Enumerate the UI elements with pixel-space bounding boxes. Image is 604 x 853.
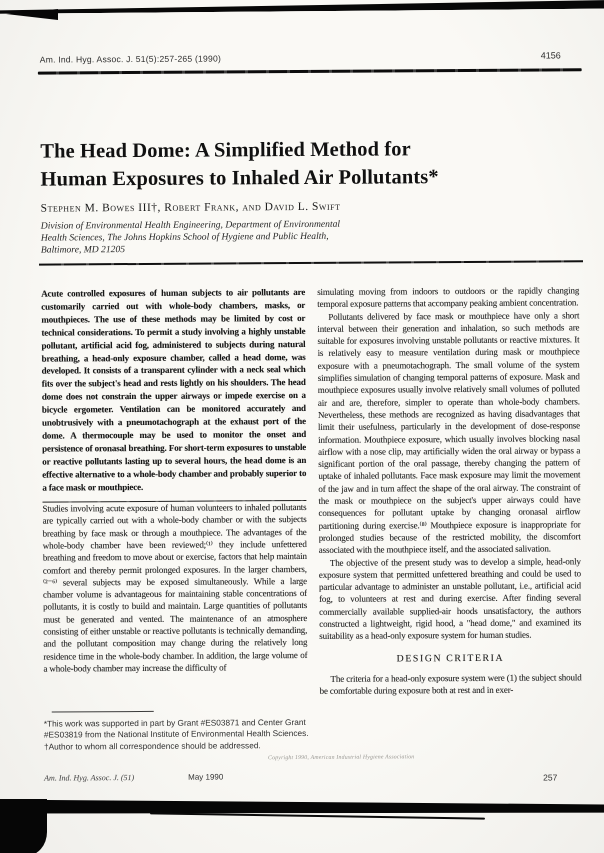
header-document-number: 4156 bbox=[540, 50, 561, 61]
body-paragraph: The criteria for a head-only exposure system were (1) the subject should be comfortable during exposure both at rest and in exer- bbox=[319, 672, 582, 697]
article-title-line1: The Head Dome: A Simplified Method for bbox=[40, 138, 411, 163]
footer-journal-citation: Am. Ind. Hyg. Assoc. J. (51) bbox=[44, 773, 135, 783]
header-rule bbox=[38, 68, 582, 74]
body-paragraph-intro: Studies involving acute exposure of human volunteers to inhaled pollutants are typically carried out with a whole-body chamber or with the subjects breathing by face mask or through a mouthpiece. The advantages of the whole-body chamber have been reviewed;⁽¹⁾ they include unfettered breathing and freedom to move about or exercise, factors that help maintain comfort and thereby permit prolonged exposures. In the larger chambers,⁽²⁻⁶⁾ several subjects may be exposed simultaneously. While a large chamber volume is advantageous for maintaining stable concentrations of pollutants, it is costly to build and maintain. Large quantities of pollutants must be generated and vented. The maintenance of an atmosphere consisting of either unstable or reactive pollutants is technically demanding, and the pollutant composition may change during the relatively long residence time in the whole-body chamber. In addition, the large volume of a whole-body chamber may increase the difficulty of bbox=[42, 502, 308, 674]
affiliation-line: Baltimore, MD 21205 bbox=[40, 244, 126, 256]
right-column bbox=[317, 284, 582, 764]
article-affiliation bbox=[41, 218, 461, 257]
article-title-line2: Human Exposures to Inhaled Air Pollutants* bbox=[40, 165, 439, 191]
footnote-correspondence: †Author to whom all correspondence should be addressed. bbox=[43, 740, 261, 752]
affiliation-line: Division of Environmental Health Engineering, Department of Environmental bbox=[40, 218, 341, 232]
abstract-text: Acute controlled exposures of human subjects to air pollutants are customarily carried out with whole-body chambers, masks, or mouthpieces. The use of these methods may be limited by cost or technical considerations. To permit a study involving a highly unstable pollutant, artificial acid fog, administered to subjects during natural breathing, a head-only exposure chamber, called a head dome, was developed. It consists of a transparent cylinder with a neck seal which fits over the subject's head and rests lightly on his shoulders. The head dome does not constrain the upper airways or impede exercise on a bicycle ergometer. Ventilation can be monitored accurately and unobtrusively with a pneumotachograph at the exhaust port of the dome. A thermocouple may be used to monitor the onset and persistence of oronasal breathing. For short-term exposures to unstable or reactive pollutants lasting up to several hours, the head dome is an effective alternative to a whole-body chamber and probably superior to a face mask or mouthpiece. bbox=[41, 286, 307, 493]
copyright-line: Copyright 1990, American Industrial Hygiene Association bbox=[268, 754, 415, 762]
body-paragraph: The objective of the present study was to develop a simple, head-only exposure system that permitted unfettered breathing and could be used to particular advantage to administer an unstable pollutant, i.e., artificial acid fog, to volunteers at rest and during exercise. After finding several commercially available supplied-air hoods unsatisfactory, the authors constructed a lightweight, rigid hood, a "head dome," and examined its suitability as a head-only exposure system for human studies. bbox=[318, 555, 582, 642]
left-column bbox=[41, 286, 308, 708]
footer-issue-date: May 1990 bbox=[188, 772, 224, 782]
scan-artifact-bottom-blob bbox=[0, 799, 47, 853]
footer-page-number: 257 bbox=[543, 772, 558, 783]
footnote-grant-support: *This work was supported in part by Grant #ES03871 and Center Grant #ES03819 from the National Institute of Environmental Health Sciences. bbox=[43, 716, 309, 740]
journal-citation-header: Am. Ind. Hyg. Assoc. J. 51(5):257-265 (1990) bbox=[39, 53, 222, 65]
affiliation-rule bbox=[39, 260, 583, 266]
footnotes bbox=[44, 717, 314, 754]
footnote-rule bbox=[52, 711, 154, 713]
body-paragraph: Pollutants delivered by face mask or mouthpiece have only a short interval between their generation and inhalation, so such methods are suitable for exposures involving unstable pollutants or reactive mixtures. It is relatively easy to measure ventilation during mask or mouthpiece exposure with a pneumotachograph. The small volume of the system simplifies simulation of changing temporal patterns of exposure. Mask and mouthpiece exposures usually involve relatively small volumes of polluted air and are, therefore, simpler to operate than whole-body chambers. Nevertheless, these methods are recognized as having disadvantages that limit their usefulness, particularly in the development of dose-response information. Mouthpiece exposure, which usually involves blocking nasal airflow with a nose clip, may artificially widen the oral airway or bypass a significant portion of the oral passage, thereby changing the pattern of uptake of inhaled pollutants. Face mask exposure may limit the movement of the jaw and in turn affect the shape of the oral airway. The constraint of the mask or mouthpiece on the subject's upper airways could have consequences for pollutant uptake by changing oronasal airflow partitioning during exercise.⁽⁸⁾ Mouthpiece exposure is inappropriate for prolonged studies because of the restricted mobility, the discomfort associated with the mouthpiece itself, and the associated salivation. bbox=[317, 309, 581, 556]
section-heading-design-criteria: DESIGN CRITERIA bbox=[396, 652, 505, 665]
body-paragraph: simulating moving from indoors to outdoors or the rapidly changing temporal exposure patterns that accompany peaking ambient concentration. bbox=[317, 285, 580, 310]
article-authors: Stephen M. Bowes III†, Robert Frank, and David L. Swift bbox=[40, 200, 341, 215]
article-title bbox=[40, 136, 520, 194]
affiliation-line: Health Sciences, The Johns Hopkins School of Hygiene and Public Health, bbox=[40, 231, 329, 244]
